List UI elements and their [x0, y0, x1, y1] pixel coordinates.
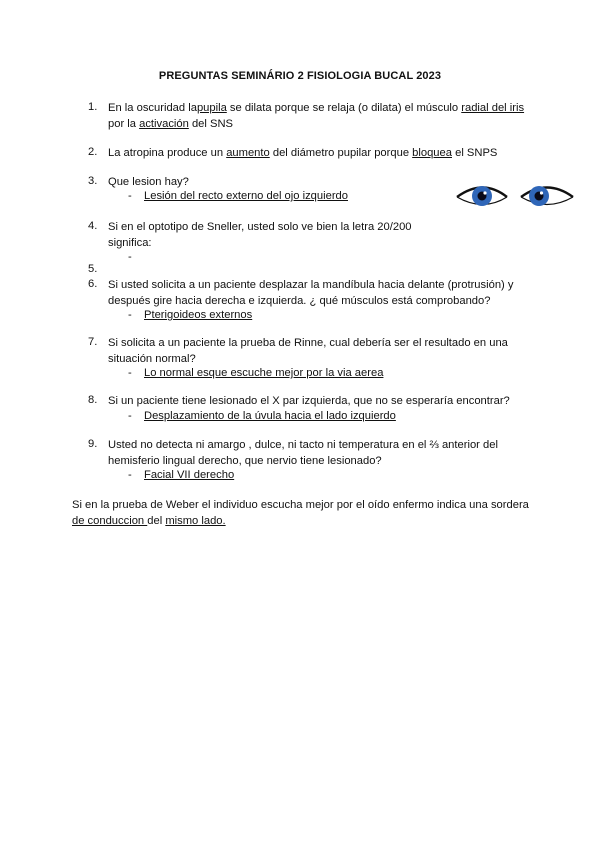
question-3: Que lesion hay? [108, 176, 189, 188]
left-eye-icon [521, 186, 573, 206]
question-8: Si un paciente tiene lesionado el X par izquierda, que no se esperaría encontrar? [108, 395, 510, 407]
question-4: Si en el optotipo de Sneller, usted solo ve bien la letra 20/200 significa: [108, 221, 412, 249]
q1-number: 1. [88, 101, 98, 113]
q7-number: 7. [88, 336, 98, 348]
q4-answer: - [128, 251, 132, 263]
question-1: En la oscuridad lapupila se dilata porque se relaja (o dilata) el músculo radial del iris por la activación del SNS [108, 102, 525, 130]
q9-answer: - Facial VII derecho [128, 469, 235, 481]
q7-answer: - Lo normal esque escuche mejor por la via aerea [128, 367, 384, 379]
q3-number: 3. [88, 175, 98, 187]
q5-number: 5. [88, 263, 98, 275]
q8-answer: - Desplazamiento de la úvula hacia el lado izquierdo [128, 410, 396, 422]
document-title: PREGUNTAS SEMINÁRIO 2 FISIOLOGIA BUCAL 2023 [158, 70, 442, 82]
q4-number: 4. [88, 220, 98, 232]
question-6: Si usted solicita a un paciente desplazar la mandíbula hacia delante (protrusión) y después gire hacia derecha e izquierda. ¿ qué músculos está comprobando? [108, 279, 514, 307]
q9-number: 9. [88, 438, 98, 450]
q8-number: 8. [88, 394, 98, 406]
q2-number: 2. [88, 146, 98, 158]
question-7: Si solicita a un paciente la prueba de Rinne, cual debería ser el resultado en una situación normal? [108, 337, 508, 365]
q3-answer: - Lesión del recto externo del ojo izquierdo [128, 190, 348, 202]
question-2: La atropina produce un aumento del diámetro pupilar porque bloquea el SNPS [108, 147, 498, 159]
q6-number: 6. [88, 278, 98, 290]
question-9: Usted no detecta ni amargo , dulce, ni tacto ni temperatura en el ⅔ anterior del hemisferio lingual derecho, que nervio tiene lesionado? [108, 439, 498, 467]
weber-note: Si en la prueba de Weber el individuo escucha mejor por el oído enfermo indica una sordera de conduccion del mismo lado. [72, 499, 529, 527]
right-eye-icon [457, 186, 507, 206]
eyes-illustration [455, 180, 575, 214]
q6-answer: - Pterigoideos externos [128, 309, 253, 321]
